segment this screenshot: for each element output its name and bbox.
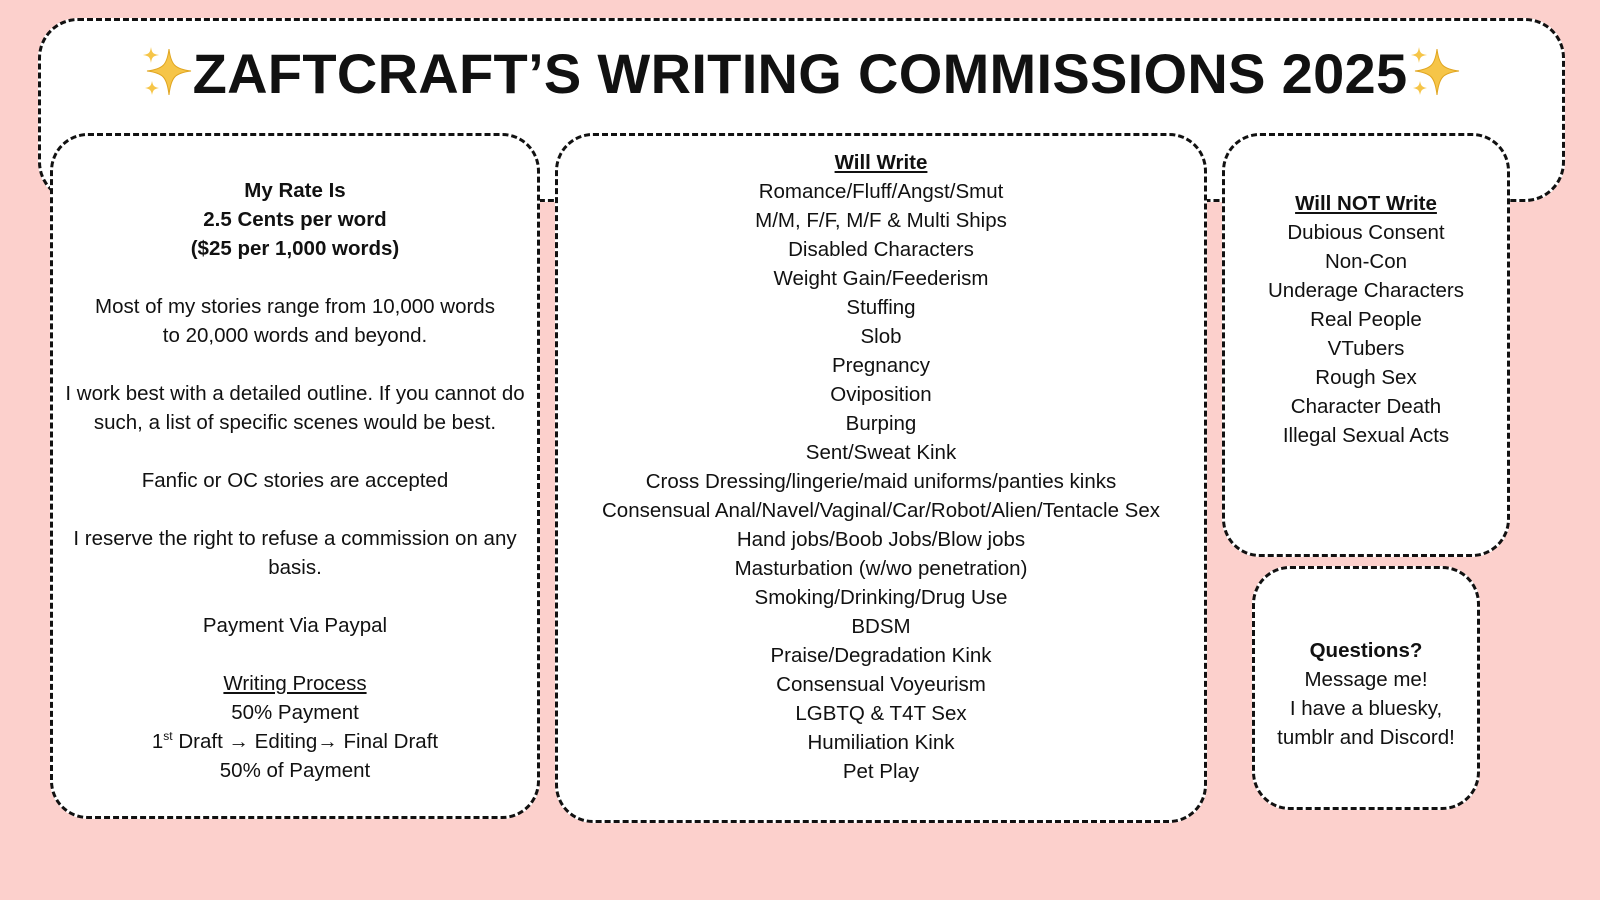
process-step: 50% Payment: [231, 701, 359, 724]
process-step: 50% of Payment: [219, 759, 371, 782]
rate-detail: ($25 per 1,000 words): [190, 237, 400, 260]
refuse-text: I reserve the right to refuse a commission on any basis.: [73, 527, 517, 579]
list-item: Praise/Degradation Kink: [770, 644, 992, 667]
questions-line: Message me!: [1304, 668, 1428, 691]
list-item: Non-Con: [1324, 250, 1408, 273]
will-write-list: [558, 177, 1204, 786]
rate-heading: My Rate Is: [244, 179, 346, 202]
list-item: LGBTQ & T4T Sex: [795, 702, 967, 725]
list-item: Stuffing: [846, 296, 916, 319]
list-item: Underage Characters: [1268, 279, 1464, 302]
sparkles-icon: [139, 45, 193, 99]
list-item: Pregnancy: [831, 354, 930, 377]
list-item: BDSM: [851, 615, 911, 638]
list-item: Romance/Fluff/Angst/Smut: [758, 180, 1004, 203]
questions-line: I have a bluesky,: [1289, 697, 1443, 720]
rate-value: 2.5 Cents per word: [203, 208, 387, 231]
writing-process-heading: Writing Process: [223, 672, 367, 695]
will-not-write-heading: Will NOT Write: [1295, 192, 1437, 215]
list-item: Rough Sex: [1315, 366, 1417, 389]
will-not-write-list: [1225, 218, 1507, 450]
process-step-text: Draft → Editing→ Final Draft: [172, 730, 439, 753]
list-item: Weight Gain/Feederism: [773, 267, 989, 290]
questions-heading: Questions?: [1309, 639, 1423, 662]
process-step: [53, 727, 537, 756]
list-item: Masturbation (w/wo penetration): [734, 557, 1028, 580]
list-item: VTubers: [1327, 337, 1405, 360]
list-item: Consensual Anal/Navel/Vaginal/Car/Robot/Alien/Tentacle Sex: [601, 499, 1160, 522]
rates-panel: [50, 133, 540, 819]
list-item: Illegal Sexual Acts: [1282, 424, 1450, 447]
list-item: Slob: [860, 325, 902, 348]
title-row: [0, 43, 1600, 105]
list-item: Dubious Consent: [1287, 221, 1445, 244]
list-item: Sent/Sweat Kink: [805, 441, 957, 464]
process-step-superscript: st: [163, 729, 173, 743]
accepted-text: Fanfic or OC stories are accepted: [141, 469, 449, 492]
sparkles-icon: [1407, 45, 1461, 99]
list-item: Humiliation Kink: [807, 731, 955, 754]
list-item: Character Death: [1290, 395, 1442, 418]
questions-panel: [1252, 566, 1480, 810]
list-item: Hand jobs/Boob Jobs/Blow jobs: [736, 528, 1026, 551]
list-item: Consensual Voyeurism: [776, 673, 986, 696]
process-step-number: 1: [151, 730, 164, 753]
payment-text: Payment Via Paypal: [202, 614, 388, 637]
list-item: Smoking/Drinking/Drug Use: [754, 586, 1008, 609]
questions-line: tumblr and Discord!: [1277, 726, 1455, 749]
story-length-text: Most of my stories range from 10,000 words to 20,000 words and beyond.: [95, 295, 495, 347]
page-title: ZAFTCRAFT’S WRITING COMMISSIONS 2025: [192, 42, 1408, 105]
list-item: Disabled Characters: [788, 238, 974, 261]
list-item: Oviposition: [830, 383, 932, 406]
list-item: Real People: [1310, 308, 1422, 331]
list-item: Pet Play: [842, 760, 920, 783]
outline-text: I work best with a detailed outline. If you cannot do such, a list of specific scenes would be best.: [65, 382, 525, 434]
will-write-heading: Will Write: [834, 151, 928, 174]
will-not-write-panel: [1222, 133, 1510, 557]
list-item: M/M, F/F, M/F & Multi Ships: [755, 209, 1007, 232]
will-write-panel: [555, 133, 1207, 823]
list-item: Cross Dressing/lingerie/maid uniforms/panties kinks: [645, 470, 1117, 493]
list-item: Burping: [845, 412, 917, 435]
